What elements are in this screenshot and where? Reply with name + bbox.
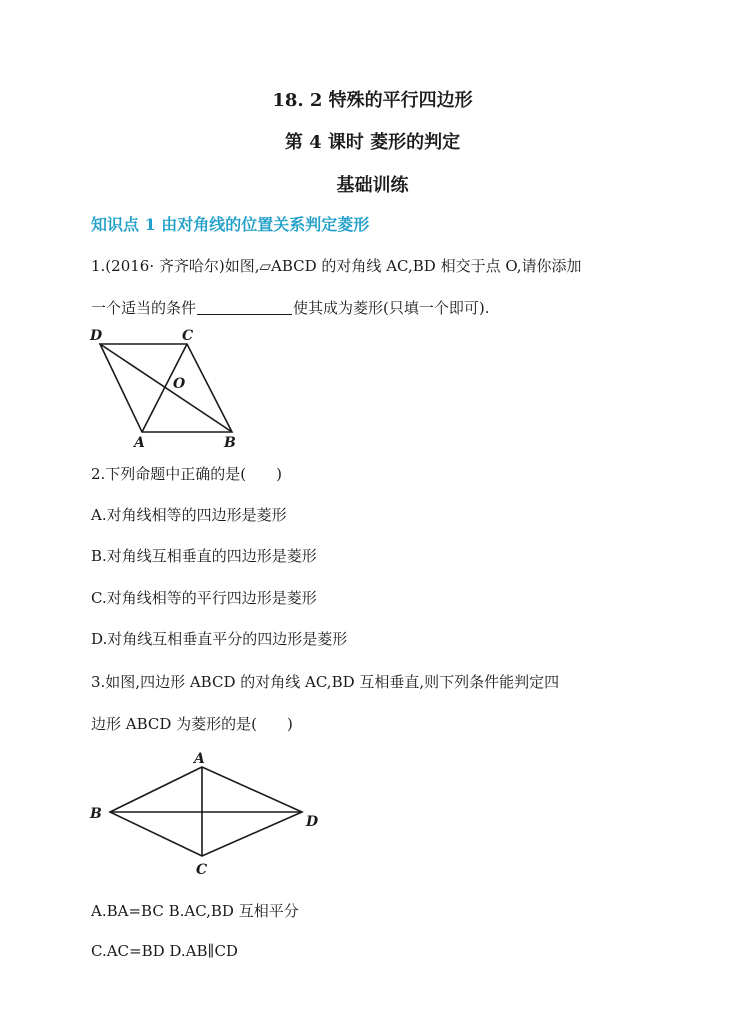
label-b: B [224,435,236,450]
q1-answer-blank[interactable] [197,300,292,315]
subtitle: 基础训练 [336,175,409,196]
q1-parallelogram-figure [85,322,245,450]
q3-options-row1: A.BA=BC B.AC,BD 互相平分 [91,902,299,920]
label-a: A [194,751,205,767]
q3-options-row2: C.AC=BD D.AB∥CD [91,942,238,960]
q2-option-a: A.对角线相等的四边形是菱形 [91,506,287,524]
label-o: O [173,376,186,392]
q1-line2 [91,297,490,318]
diagonal-bd [100,344,232,432]
q3-line1: 3.如图,四边形 ABCD 的对角线 AC,BD 互相垂直,则下列条件能判定四 [91,673,560,691]
q1-line1: 1.(2016· 齐齐哈尔)如图,▱ABCD 的对角线 AC,BD 相交于点 O,请你添加 [91,257,582,275]
q2-stem: 2.下列命题中正确的是( ) [91,465,283,483]
q3-line2: 边形 ABCD 为菱形的是( ) [91,715,293,733]
q2-option-c: C.对角线相等的平行四边形是菱形 [91,589,317,607]
label-a: A [134,435,145,450]
q3-rhombus-figure [85,745,330,880]
q2-option-b: B.对角线互相垂直的四边形是菱形 [91,547,317,565]
label-c: C [182,328,194,344]
q1-line2-before: 一个适当的条件 [91,299,197,317]
section-title: 18. 2 特殊的平行四边形 [272,90,473,111]
label-b: B [90,806,102,822]
q1-line2-after: 使其成为菱形(只填一个即可). [293,299,490,317]
lesson-title: 第 4 课时 菱形的判定 [284,132,461,153]
q2-option-d: D.对角线互相垂直平分的四边形是菱形 [91,630,348,648]
label-c: C [196,862,208,878]
knowledge-point-heading: 知识点 1 由对角线的位置关系判定菱形 [91,215,370,234]
label-d: D [90,328,103,344]
label-d: D [306,814,319,830]
